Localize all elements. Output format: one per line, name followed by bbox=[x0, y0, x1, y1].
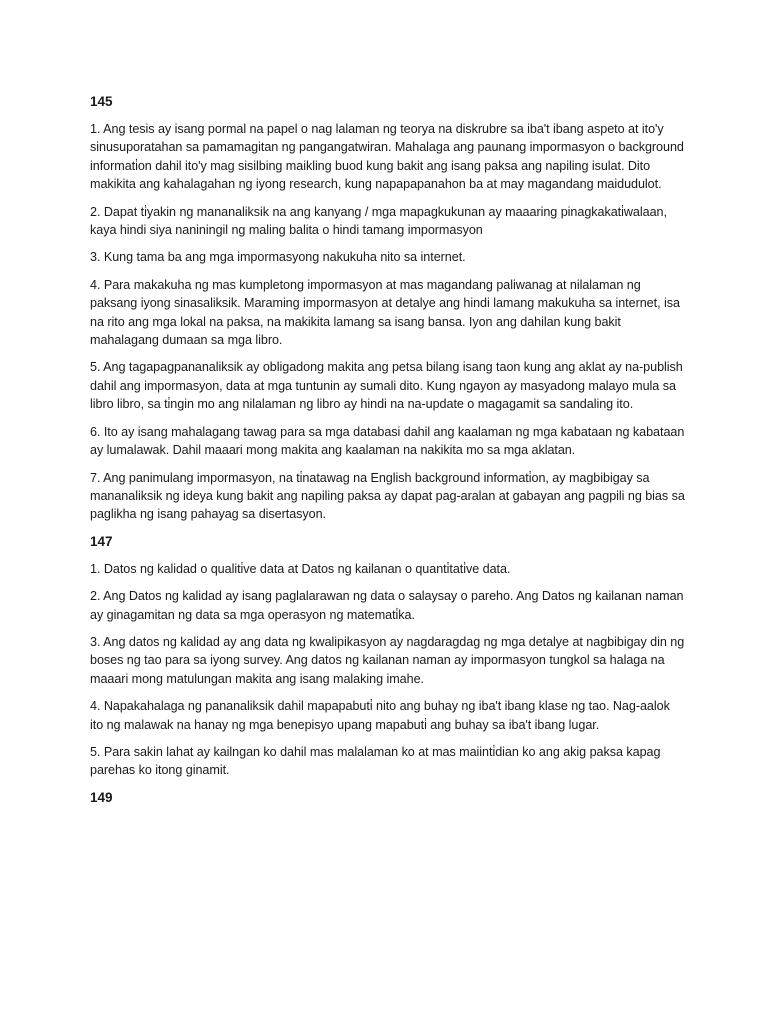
paragraph-145-5: 5. Ang tagapagpananaliksik ay obligadong makita ang petsa bilang isang taon kung ang aklat ay na-publish dahil ang impormasyon, data at mga tuntunin ay sumali dito. Kung ngayon ay masyadong malayo mula sa libro libro, sa ti̇ngin mo ang nilalaman ng libro ay hindi na na-update o magagamit sa sandaling ito. bbox=[90, 360, 683, 412]
paragraph-145-4: 4. Para makakuha ng mas kumpletong impormasyon at mas magandang paliwanag at nilalaman ng paksang iyong sinasaliksik. Maraming impormasyon at detalye ang hindi lamang makukuha sa internet, isa na rito ang mga lokal na paksa, na makikita lamang sa isang bansa. Iyon ang dahilan kung bakit mahalagang dumaan sa mga libro. bbox=[90, 277, 680, 348]
paragraph-145-1: 1. Ang tesis ay isang pormal na papel o nag lalaman ng teorya na diskrubre sa iba't ibang aspeto at ito'y sinusuporatahan sa pamamagitan ng pangangatwiran. Mahalaga ang paunang impormasyon o background informati̇on dahil ito'y mag sisilbing maikling buod kung bakit ang isang paksa ang napiling isulat. Dito makikita ang kahalagahan ng iyong research, kung napapapanahon ba at may magandang maidudulot. bbox=[90, 122, 684, 192]
section-number: 145 bbox=[90, 94, 113, 109]
document-body bbox=[90, 93, 685, 816]
paragraph-145-6: 6. Ito ay isang mahalagang tawag para sa mga databasi dahil ang kaalaman ng mga kabataan ng kabataan ay lumalawak. Dahil maaari mong makita ang kaalaman na nakikita mo sa mga aklatan. bbox=[90, 424, 685, 458]
paragraph-147-4: 4. Napakahalaga ng pananaliksik dahil mapapabuti̇ nito ang buhay ng iba't ibang klase ng tao. Nag-aalok ito ng malawak na hanay ng mga benepisyo upang mapabuti̇ ang buhay sa iba't ibang lugar. bbox=[90, 699, 670, 732]
paragraph-145-7: 7. Ang panimulang impormasyon, na ti̇natawag na English background informati̇on, ay magbibigay sa mananaliksik ng ideya kung bakit ang napiling paksa ay dapat pag-aralan at gabayan ang pagpili ng bias sa paglikha ng isang pahayag sa disertasyon. bbox=[90, 470, 685, 522]
paragraph-147-3: 3. Ang datos ng kalidad ay ang data ng kwalipikasyon ay nagdaragdag ng mga detalye at nagbibigay din ng boses ng tao para sa iyong survey. Ang datos ng kailanan naman ay impormasyon tungkol sa halaga na maaari mong matulungan makita ang isang malaking imahe. bbox=[90, 634, 685, 686]
paragraph-147-5: 5. Para sakin lahat ay kailngan ko dahil mas malalaman ko at mas maiinti̇dian ko ang akig paksa kapag parehas ko itong ginamit. bbox=[90, 744, 661, 778]
paragraph-145-2: 2. Dapat ti̇yakin ng mananaliksik na ang kanyang / mga mapagkukunan ay maaaring pinagkakati̇walaan, kaya hindi siya naniningil ng maling balita o hindi tamang impormasyon bbox=[90, 204, 667, 238]
paragraph-147-1: 1. Datos ng kalidad o qualiti̇ve data at Datos ng kailanan o quanti̇tati̇ve data. bbox=[90, 561, 511, 576]
section-149 bbox=[90, 789, 685, 807]
section-147 bbox=[90, 533, 685, 780]
section-number: 147 bbox=[90, 533, 113, 549]
paragraph-145-3: 3. Kung tama ba ang mga impormasyong nakukuha nito sa internet. bbox=[90, 250, 466, 265]
section-145 bbox=[90, 93, 685, 524]
paragraph-147-2: 2. Ang Datos ng kalidad ay isang paglalarawan ng data o salaysay o pareho. Ang Datos ng kailanan naman ay ginagamitan ng data sa mga operasyon ng matemati̇ka. bbox=[90, 589, 684, 622]
section-number: 149 bbox=[90, 789, 113, 805]
